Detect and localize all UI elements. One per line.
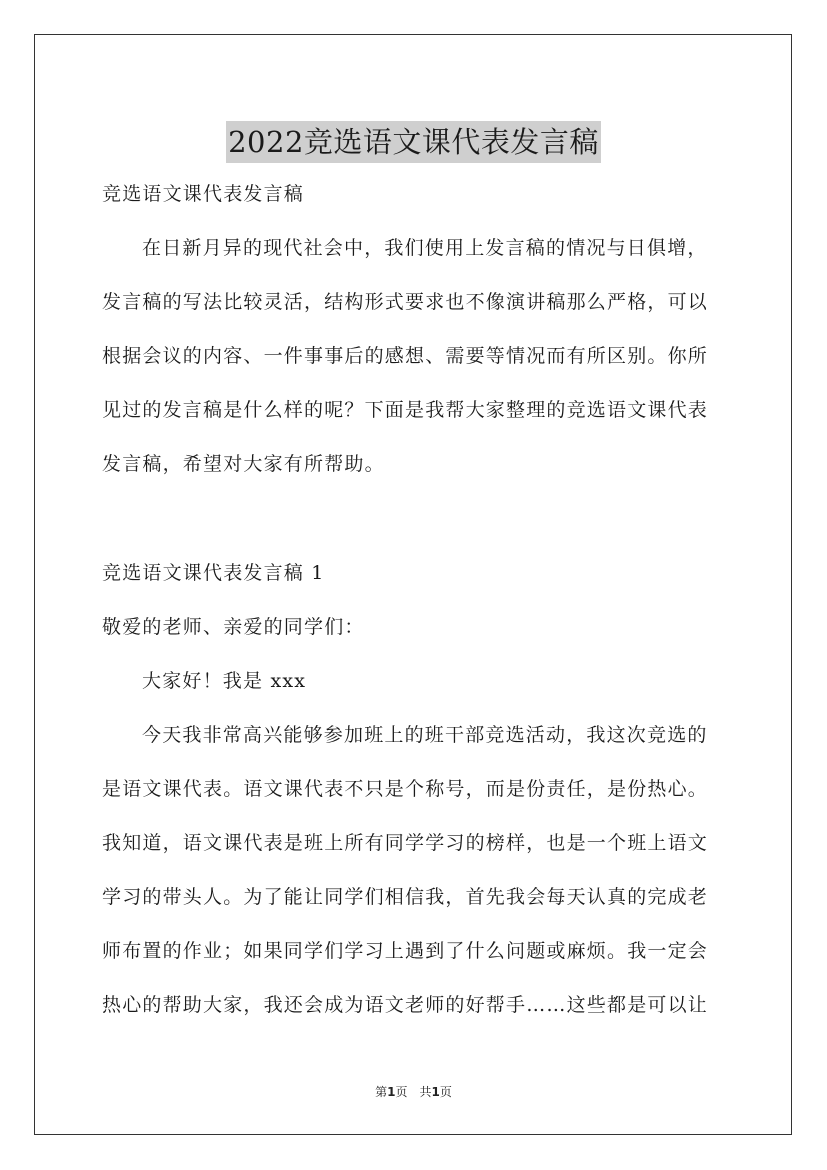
intro-line: 发言稿，希望对大家有所帮助。: [102, 453, 385, 475]
document-title: 2022竞选语文课代表发言稿: [226, 121, 601, 163]
section-heading: 竞选语文课代表发言稿 1: [102, 562, 325, 584]
footer-page-prefix: 第: [375, 1085, 388, 1099]
intro-line: 见过的发言稿是什么样的呢？下面是我帮大家整理的竞选语文课代表: [102, 399, 709, 421]
footer-page-suffix: 页: [439, 1085, 452, 1099]
body-line: 我知道，语文课代表是班上所有同学学习的榜样，也是一个班上语文: [102, 832, 709, 854]
body-line: 热心的帮助大家，我还会成为语文老师的好帮手……这些都是可以让: [102, 994, 709, 1016]
intro-line: 根据会议的内容、一件事事后的感想、需要等情况而有所区别。你所: [102, 345, 709, 367]
salutation: 敬爱的老师、亲爱的同学们：: [102, 616, 365, 638]
document-subtitle: 竞选语文课代表发言稿: [102, 183, 305, 205]
intro-line: 发言稿的写法比较灵活，结构形式要求也不像演讲稿那么严格，可以: [102, 291, 709, 313]
footer-page-mid: 页 共: [395, 1085, 432, 1099]
greeting: 大家好！我是 xxx: [142, 670, 307, 692]
intro-line: 在日新月异的现代社会中，我们使用上发言稿的情况与日俱增，: [142, 237, 708, 259]
page-footer: [0, 1083, 827, 1101]
body-line: 学习的带头人。为了能让同学们相信我，首先我会每天认真的完成老: [102, 886, 709, 908]
footer-page-current: 1: [387, 1085, 396, 1099]
body-line: 师布置的作业；如果同学们学习上遇到了什么问题或麻烦。我一定会: [102, 940, 709, 962]
body-line: 今天我非常高兴能够参加班上的班干部竞选活动，我这次竞选的: [142, 724, 708, 746]
body-line: 是语文课代表。语文课代表不只是个称号，而是份责任，是份热心。: [102, 778, 709, 800]
title-container: [0, 102, 827, 183]
footer-page-total: 1: [431, 1085, 440, 1099]
